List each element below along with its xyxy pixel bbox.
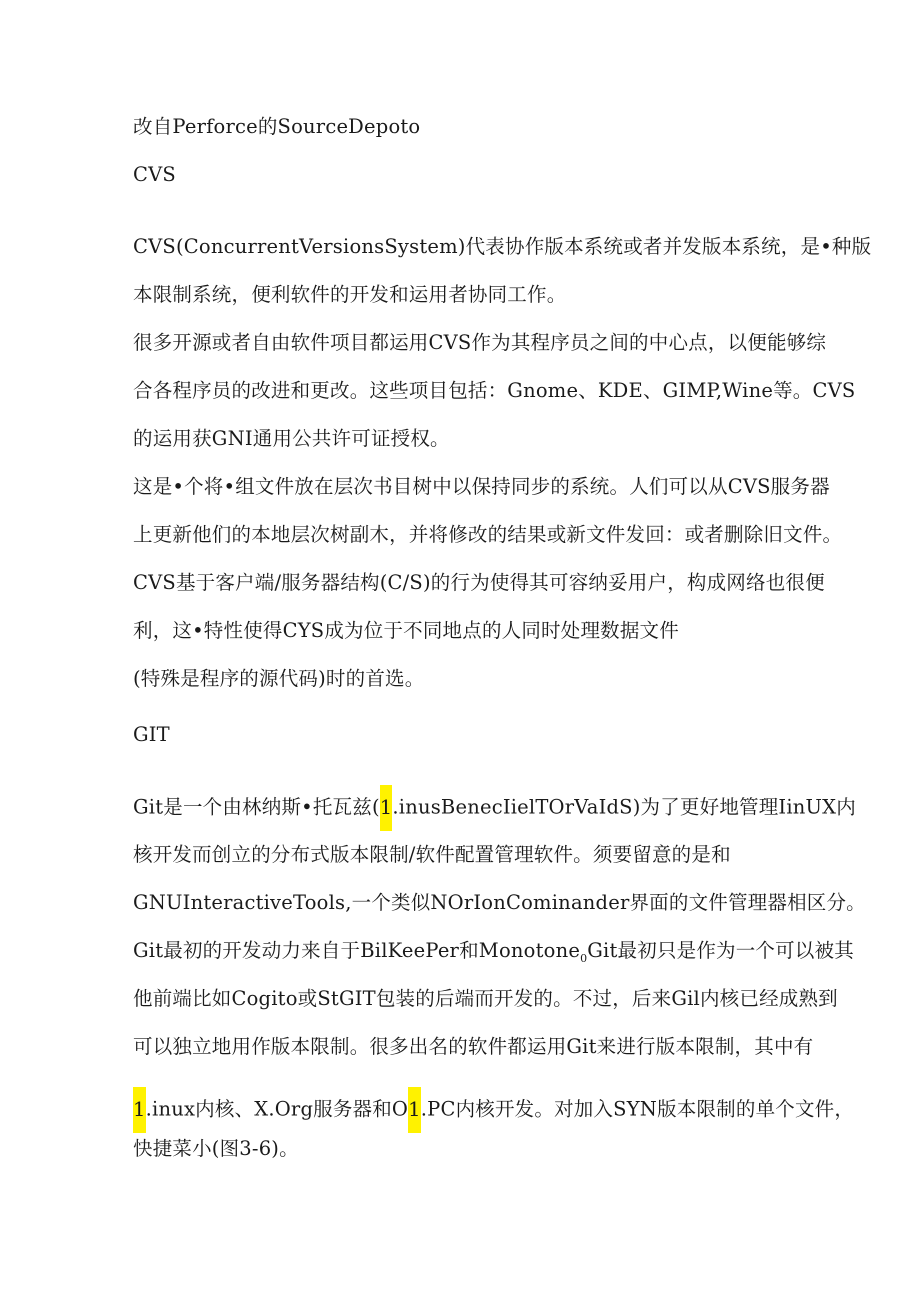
git-paragraph-line-8: 快捷菜小(图3-6)。 — [133, 1137, 299, 1160]
heading-git-text: GIT — [133, 723, 170, 746]
git-paragraph-line-3: GNUInteractiveTools,一个类似NOrIonCominander界面的文件管理器相区分。 — [133, 891, 866, 914]
cvs-paragraph-2-line-3: 的运用获GNI通用公共许可证授权。 — [133, 427, 450, 450]
cvs-paragraph-3-line-2: 上更新他们的本地层次树副木，并将修改的结果或新文件发回：或者删除旧文件。 — [133, 523, 843, 546]
git-paragraph-line-6: 可以独立地用作版本限制。很多出名的软件都运用Git来进行版本限制，其中有 — [133, 1035, 814, 1058]
highlight-mark: 1 — [133, 1087, 146, 1133]
cvs-paragraph-3-line-5: (特殊是程序的源代码)时的首选。 — [133, 667, 425, 690]
cvs-paragraph-3-line-1: 这是•个将•组文件放在层次书目树中以保持同步的系统。人们可以从CVS服务器 — [133, 475, 830, 498]
git-paragraph-line-7: 1.inux内核、X.Org服务器和O1.PC内核开发。对加入SYN版本限制的单个文件， — [133, 1087, 854, 1133]
cvs-paragraph-2-line-2: 合各程序员的改进和更改。这些项目包括：Gnome、KDE、GIMP,Wine等。CVS — [133, 379, 856, 402]
git-paragraph-line-5: 他前端比如Cogito或StGIT包装的后端而开发的。不过，后来Gil内核已经成熟到 — [133, 987, 838, 1010]
cvs-paragraph-1-line-1: CVS(ConcurrentVersionsSystem)代表协作版本系统或者并发版本系统，是•种版 — [133, 235, 872, 258]
intro-text: 改自Perforce的SourceDepoto — [133, 115, 421, 138]
git-paragraph-line-1: Git是一个由林纳斯•托瓦兹(1.inusBenecIielTOrVaIdS)为了更好地管理IinUX内 — [133, 785, 856, 831]
highlight-mark: 1 — [408, 1087, 421, 1133]
cvs-paragraph-1-line-2: 本限制系统，便利软件的开发和运用者协同工作。 — [133, 283, 567, 306]
highlight-mark: 1 — [380, 785, 393, 831]
section-heading-cvs — [133, 161, 176, 189]
section-heading-git — [133, 721, 170, 749]
subscript-zero: 0 — [580, 951, 588, 965]
git-paragraph-line-2: 核开发而创立的分布式版本限制/软件配置管理软件。须要留意的是和 — [133, 843, 731, 866]
cvs-paragraph-3-line-4: 利，这•特性使得CYS成为位于不同地点的人同时处理数据文件 — [133, 619, 679, 642]
heading-cvs-text: CVS — [133, 163, 176, 186]
git-paragraph-line-4: Git最初的开发动力来自于BilKeePer和Monotone$_0$Git最初只是作为一个可以被其 — [133, 939, 854, 965]
cvs-paragraph-2-line-1: 很多开源或者自由软件项目都运用CVS作为其程序员之间的中心点，以便能够综 — [133, 331, 827, 354]
intro-line — [133, 113, 420, 141]
cvs-paragraph-3-line-3: CVS基于客户端/服务器结构(C/S)的行为使得其可容纳妥用户，构成网络也很便 — [133, 571, 825, 594]
